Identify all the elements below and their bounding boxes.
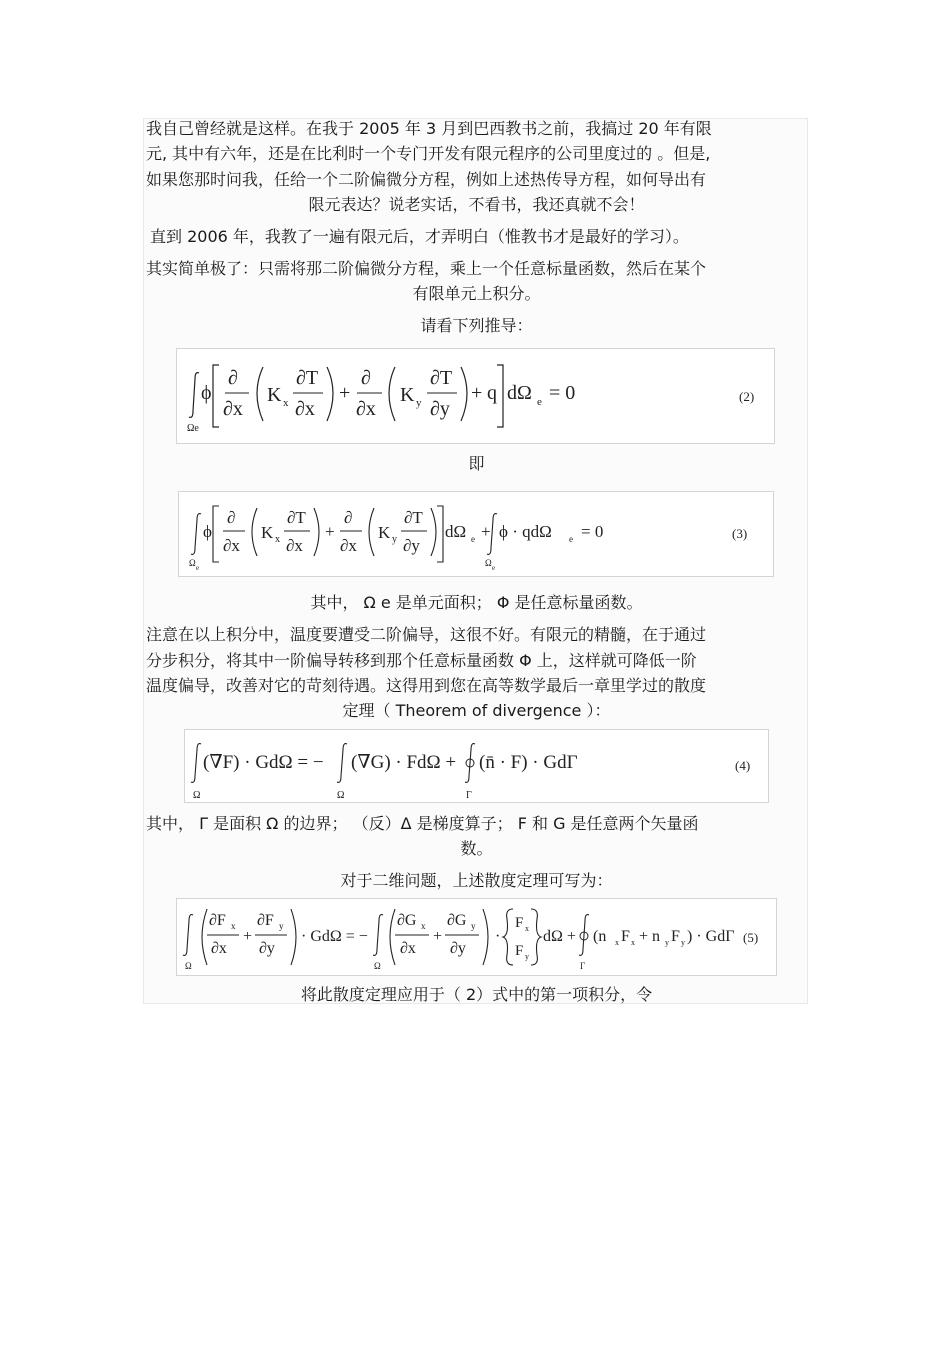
svg-text:Γ: Γ bbox=[580, 961, 586, 971]
svg-text:∂: ∂ bbox=[344, 508, 353, 527]
paragraph-line: 其实简单极了：只需将那二阶偏微分方程，乘上一个任意标量函数，然后在某个 bbox=[146, 259, 707, 278]
equation-3 bbox=[178, 491, 774, 577]
paragraph: 对于二维问题，上述散度定理可写为： bbox=[340, 871, 613, 890]
svg-text:Ω: Ω bbox=[337, 790, 345, 801]
article-content bbox=[143, 118, 808, 1004]
svg-text:= 0: = 0 bbox=[581, 522, 604, 541]
svg-text:dΩ: dΩ bbox=[445, 522, 467, 541]
svg-text:K: K bbox=[400, 384, 415, 406]
svg-text:Ω: Ω bbox=[193, 790, 201, 801]
svg-text:K: K bbox=[267, 384, 282, 406]
svg-text:∂F: ∂F bbox=[257, 912, 274, 929]
paragraph: 即 bbox=[468, 454, 485, 473]
svg-text:∂y: ∂y bbox=[403, 536, 420, 555]
svg-text:+: + bbox=[243, 928, 253, 945]
paragraph-line: 其中， Γ 是面积 Ω 的边界； （反）Δ 是梯度算子； F 和 G 是任意两个矢量函 bbox=[146, 814, 699, 833]
svg-text:∂T: ∂T bbox=[296, 367, 319, 389]
paragraph-line: 限元表达？说老实话，不看书，我还真就不会！ bbox=[308, 195, 645, 214]
svg-text:∂x: ∂x bbox=[356, 398, 376, 420]
svg-text:e: e bbox=[492, 564, 496, 572]
svg-text:∂F: ∂F bbox=[209, 912, 226, 929]
svg-text:y: y bbox=[392, 534, 397, 545]
svg-text:∂G: ∂G bbox=[397, 912, 417, 929]
svg-text:(∇F) · GdΩ = −: (∇F) · GdΩ = − bbox=[203, 752, 324, 773]
paragraph: 将此散度定理应用于（ 2）式中的第一项积分，令 bbox=[300, 985, 653, 1004]
svg-text:Γ: Γ bbox=[466, 790, 472, 801]
svg-text:+: + bbox=[471, 382, 483, 404]
svg-text:x: x bbox=[231, 921, 236, 931]
svg-text:y: y bbox=[525, 952, 529, 961]
svg-text:∂G: ∂G bbox=[447, 912, 467, 929]
svg-text:x: x bbox=[283, 397, 289, 409]
equation-4 bbox=[184, 729, 769, 803]
equation-2 bbox=[176, 348, 775, 444]
svg-text:· GdΩ = −: · GdΩ = − bbox=[301, 928, 368, 945]
svg-text:∂T: ∂T bbox=[430, 367, 453, 389]
svg-text:∂x: ∂x bbox=[286, 536, 303, 555]
paragraph-line: 注意在以上积分中，温度要遭受二阶偏导，这很不好。有限元的精髓，在于通过 bbox=[146, 625, 707, 644]
svg-text:y: y bbox=[471, 921, 476, 931]
paragraph-line: 如果您那时问我，任给一个二阶偏微分方程，例如上述热传导方程，如何导出有 bbox=[146, 170, 707, 189]
svg-text:y: y bbox=[681, 938, 685, 947]
paragraph-line: 定理（ Theorem of divergence ）： bbox=[342, 701, 611, 720]
equation-number: (4) bbox=[735, 758, 751, 773]
svg-text:y: y bbox=[416, 397, 422, 409]
svg-text:y: y bbox=[665, 938, 669, 947]
equation-number: (3) bbox=[732, 526, 748, 541]
paragraph-line: 数。 bbox=[460, 839, 493, 858]
svg-text:(n: (n bbox=[593, 928, 607, 945]
svg-text:e: e bbox=[569, 534, 573, 544]
svg-text:ϕ: ϕ bbox=[203, 522, 212, 541]
svg-text:dΩ +: dΩ + bbox=[543, 928, 576, 945]
svg-text:∂x: ∂x bbox=[223, 398, 243, 420]
svg-text:e: e bbox=[196, 564, 200, 572]
svg-text:∂: ∂ bbox=[361, 367, 371, 389]
paragraph-line: 我自己曾经就是这样。在我于 2005 年 3 月到巴西教书之前，我搞过 20 年有限 bbox=[146, 119, 712, 138]
svg-text:∂T: ∂T bbox=[287, 508, 306, 527]
svg-text:∂y: ∂y bbox=[259, 940, 275, 957]
svg-text:∂: ∂ bbox=[228, 367, 238, 389]
svg-text:∂: ∂ bbox=[227, 508, 236, 527]
svg-text:x: x bbox=[631, 938, 635, 947]
svg-text:+: + bbox=[339, 382, 351, 404]
svg-text:(∇G) · FdΩ +: (∇G) · FdΩ + bbox=[351, 752, 457, 773]
svg-text:q: q bbox=[487, 382, 497, 404]
svg-text:∂y: ∂y bbox=[450, 940, 466, 957]
equation-number: (2) bbox=[739, 389, 755, 404]
svg-text:+: + bbox=[433, 928, 443, 945]
svg-text:∂T: ∂T bbox=[404, 508, 423, 527]
svg-text:x: x bbox=[525, 924, 529, 933]
svg-text:∂x: ∂x bbox=[295, 398, 315, 420]
svg-text:e: e bbox=[537, 396, 542, 408]
paragraph-line: 温度偏导，改善对它的苛刻待遇。这得用到您在高等数学最后一章里学过的散度 bbox=[146, 676, 707, 695]
paragraph: 请看下列推导： bbox=[420, 316, 533, 335]
svg-text:(n̄ · F) · GdΓ: (n̄ · F) · GdΓ bbox=[479, 752, 578, 773]
svg-text:F: F bbox=[671, 928, 680, 945]
domain-subscript: Ωe bbox=[187, 423, 199, 434]
svg-text:+: + bbox=[325, 522, 335, 541]
svg-text:∂x: ∂x bbox=[340, 536, 357, 555]
svg-text:) · GdΓ: ) · GdΓ bbox=[687, 928, 735, 945]
svg-text:+ n: + n bbox=[639, 928, 661, 945]
svg-text:x: x bbox=[275, 534, 280, 545]
svg-text:x: x bbox=[615, 938, 619, 947]
svg-text:e: e bbox=[471, 534, 475, 544]
svg-text:+: + bbox=[481, 522, 491, 541]
svg-text:dΩ: dΩ bbox=[507, 382, 532, 404]
svg-text:∂y: ∂y bbox=[430, 398, 450, 420]
svg-text:∂x: ∂x bbox=[223, 536, 240, 555]
paragraph-line: 分步积分，将其中一阶偏导转移到那个任意标量函数 Φ 上，这样就可降低一阶 bbox=[146, 651, 697, 670]
svg-text:= 0: = 0 bbox=[549, 382, 576, 404]
svg-text:K: K bbox=[261, 523, 274, 542]
svg-text:∂x: ∂x bbox=[211, 940, 227, 957]
svg-text:Ω: Ω bbox=[374, 961, 381, 971]
svg-text:Ω: Ω bbox=[185, 961, 192, 971]
paragraph-line: 有限单元上积分。 bbox=[412, 284, 541, 303]
svg-text:∂x: ∂x bbox=[400, 940, 416, 957]
svg-text:Ω: Ω bbox=[485, 558, 492, 568]
svg-text:K: K bbox=[378, 523, 391, 542]
svg-text:ϕ: ϕ bbox=[201, 382, 212, 404]
svg-text:Ω: Ω bbox=[189, 558, 196, 568]
svg-text:ϕ · qdΩ: ϕ · qdΩ bbox=[499, 522, 552, 541]
svg-text:F: F bbox=[515, 943, 524, 959]
equation-5 bbox=[176, 898, 777, 976]
svg-text:F: F bbox=[515, 915, 524, 931]
equation-number: (5) bbox=[743, 930, 759, 945]
paragraph-line: 元, 其中有六年，还是在比利时一个专门开发有限元程序的公司里度过的 。但是, bbox=[146, 144, 711, 163]
svg-text:y: y bbox=[279, 921, 284, 931]
paragraph: 直到 2006 年，我教了一遍有限元后，才弄明白（惟教书才是最好的学习）。 bbox=[150, 227, 689, 246]
paragraph: 其中， Ω e 是单元面积； Φ 是任意标量函数。 bbox=[310, 593, 643, 612]
svg-text:F: F bbox=[621, 928, 630, 945]
svg-text:·: · bbox=[495, 928, 501, 945]
svg-text:x: x bbox=[421, 921, 426, 931]
